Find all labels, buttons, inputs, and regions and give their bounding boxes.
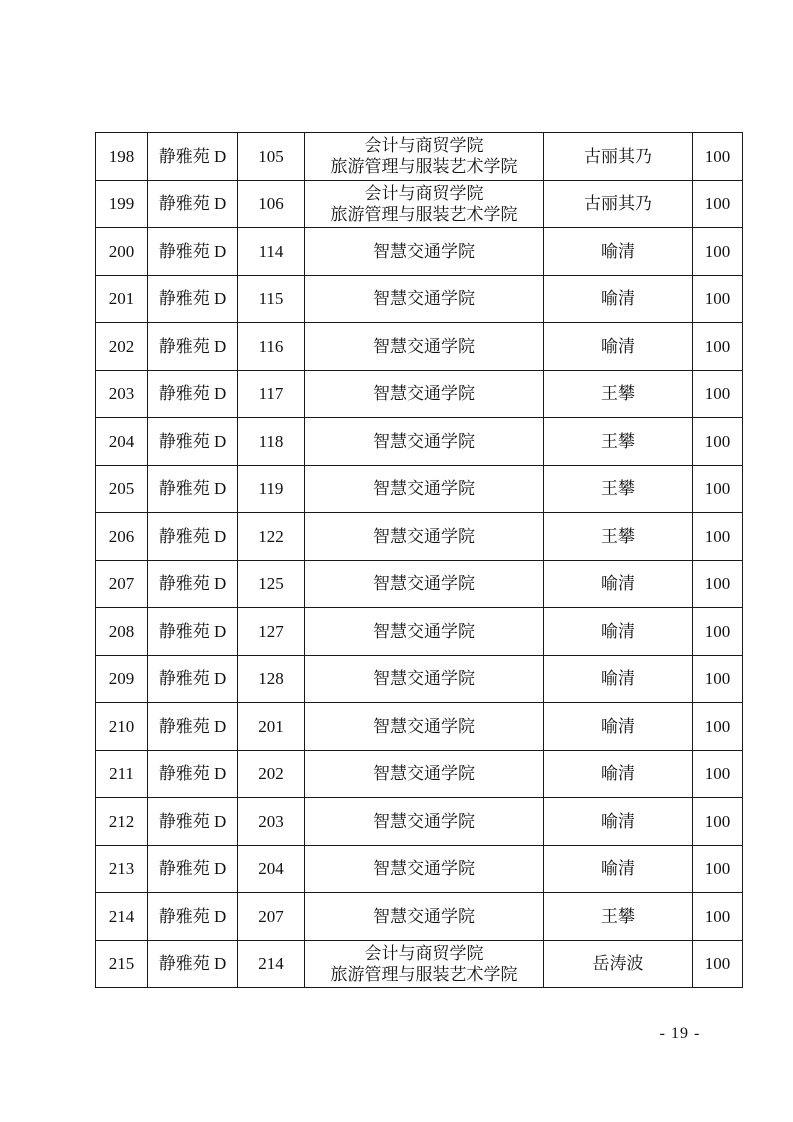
cell-college [305,893,544,941]
college-line: 智慧交通学院 [373,716,475,736]
cell-building: 静雅苑 D [148,228,238,276]
cell-building: 静雅苑 D [148,133,238,181]
cell-building: 静雅苑 D [148,655,238,703]
cell-number: 202 [96,323,148,371]
cell-person: 古丽其乃 [544,180,693,228]
college-line: 智慧交通学院 [373,384,475,404]
cell-room: 122 [238,513,305,561]
college-line: 智慧交通学院 [373,526,475,546]
table-row [96,940,743,988]
cell-college [305,750,544,798]
cell-person: 喻清 [544,703,693,751]
cell-score: 100 [693,798,743,846]
college-line: 会计与商贸学院 [364,943,484,963]
cell-college [305,940,544,988]
cell-room: 105 [238,133,305,181]
cell-number: 206 [96,513,148,561]
cell-college [305,465,544,513]
college-line: 智慧交通学院 [373,811,475,831]
cell-score: 100 [693,703,743,751]
cell-score: 100 [693,750,743,798]
college-line: 智慧交通学院 [373,764,475,784]
cell-number: 198 [96,133,148,181]
cell-college [305,323,544,371]
table-row [96,655,743,703]
cell-college [305,845,544,893]
cell-college [305,513,544,561]
cell-room: 204 [238,845,305,893]
cell-building: 静雅苑 D [148,940,238,988]
cell-room: 207 [238,893,305,941]
cell-building: 静雅苑 D [148,608,238,656]
cell-number: 211 [96,750,148,798]
college-line: 智慧交通学院 [373,431,475,451]
cell-score: 100 [693,370,743,418]
cell-building: 静雅苑 D [148,560,238,608]
cell-person: 古丽其乃 [544,133,693,181]
table-row [96,418,743,466]
table-row [96,228,743,276]
cell-score: 100 [693,133,743,181]
college-line: 智慧交通学院 [373,574,475,594]
cell-room: 118 [238,418,305,466]
cell-room: 203 [238,798,305,846]
table-row [96,893,743,941]
cell-number: 210 [96,703,148,751]
cell-score: 100 [693,465,743,513]
table-body [96,133,743,988]
table-row [96,845,743,893]
cell-score: 100 [693,845,743,893]
cell-person: 喻清 [544,798,693,846]
table-row [96,465,743,513]
cell-person: 喻清 [544,750,693,798]
cell-score: 100 [693,513,743,561]
cell-number: 203 [96,370,148,418]
college-line: 智慧交通学院 [373,621,475,641]
cell-building: 静雅苑 D [148,703,238,751]
table-row [96,323,743,371]
cell-person: 王攀 [544,513,693,561]
cell-building: 静雅苑 D [148,750,238,798]
cell-person: 王攀 [544,465,693,513]
cell-person: 王攀 [544,370,693,418]
college-line: 智慧交通学院 [373,336,475,356]
cell-number: 204 [96,418,148,466]
cell-college [305,703,544,751]
cell-college [305,418,544,466]
cell-person: 王攀 [544,893,693,941]
table-row [96,370,743,418]
cell-score: 100 [693,940,743,988]
cell-score: 100 [693,655,743,703]
cell-college [305,180,544,228]
cell-score: 100 [693,323,743,371]
cell-score: 100 [693,228,743,276]
table-row [96,608,743,656]
cell-score: 100 [693,560,743,608]
table-row [96,560,743,608]
table-row [96,275,743,323]
cell-number: 214 [96,893,148,941]
cell-building: 静雅苑 D [148,798,238,846]
cell-person: 喻清 [544,608,693,656]
table-row [96,180,743,228]
cell-person: 喻清 [544,275,693,323]
cell-building: 静雅苑 D [148,845,238,893]
cell-room: 214 [238,940,305,988]
table-row [96,703,743,751]
college-line: 旅游管理与服装艺术学院 [330,964,518,984]
dormitory-score-table [95,132,743,988]
cell-college [305,608,544,656]
table-row [96,133,743,181]
cell-person: 喻清 [544,323,693,371]
cell-college [305,655,544,703]
cell-number: 213 [96,845,148,893]
cell-number: 205 [96,465,148,513]
college-line: 智慧交通学院 [373,859,475,879]
college-line: 智慧交通学院 [373,669,475,689]
cell-college [305,560,544,608]
cell-room: 128 [238,655,305,703]
table-row [96,798,743,846]
cell-building: 静雅苑 D [148,180,238,228]
college-line: 旅游管理与服装艺术学院 [330,157,518,177]
cell-number: 209 [96,655,148,703]
cell-room: 127 [238,608,305,656]
cell-score: 100 [693,418,743,466]
cell-number: 207 [96,560,148,608]
cell-number: 201 [96,275,148,323]
cell-building: 静雅苑 D [148,893,238,941]
cell-college [305,133,544,181]
cell-room: 114 [238,228,305,276]
cell-score: 100 [693,180,743,228]
page-number: - 19 - [659,1025,701,1042]
cell-person: 喻清 [544,560,693,608]
college-line: 旅游管理与服装艺术学院 [330,204,518,224]
college-line: 会计与商贸学院 [364,183,484,203]
cell-building: 静雅苑 D [148,465,238,513]
cell-person: 喻清 [544,655,693,703]
cell-room: 117 [238,370,305,418]
cell-room: 115 [238,275,305,323]
cell-person: 王攀 [544,418,693,466]
college-line: 智慧交通学院 [373,906,475,926]
cell-person: 喻清 [544,228,693,276]
cell-number: 208 [96,608,148,656]
cell-building: 静雅苑 D [148,275,238,323]
college-line: 会计与商贸学院 [364,136,484,156]
cell-building: 静雅苑 D [148,513,238,561]
cell-building: 静雅苑 D [148,418,238,466]
cell-room: 106 [238,180,305,228]
cell-building: 静雅苑 D [148,370,238,418]
cell-person: 喻清 [544,845,693,893]
cell-college [305,798,544,846]
cell-room: 201 [238,703,305,751]
cell-score: 100 [693,608,743,656]
cell-college [305,275,544,323]
cell-college [305,228,544,276]
cell-score: 100 [693,893,743,941]
table-row [96,750,743,798]
table-row [96,513,743,561]
cell-number: 212 [96,798,148,846]
cell-room: 116 [238,323,305,371]
cell-room: 202 [238,750,305,798]
cell-number: 199 [96,180,148,228]
cell-person: 岳涛波 [544,940,693,988]
cell-room: 119 [238,465,305,513]
cell-room: 125 [238,560,305,608]
cell-college [305,370,544,418]
cell-number: 200 [96,228,148,276]
college-line: 智慧交通学院 [373,241,475,261]
college-line: 智慧交通学院 [373,289,475,309]
cell-building: 静雅苑 D [148,323,238,371]
college-line: 智慧交通学院 [373,479,475,499]
cell-number: 215 [96,940,148,988]
cell-score: 100 [693,275,743,323]
